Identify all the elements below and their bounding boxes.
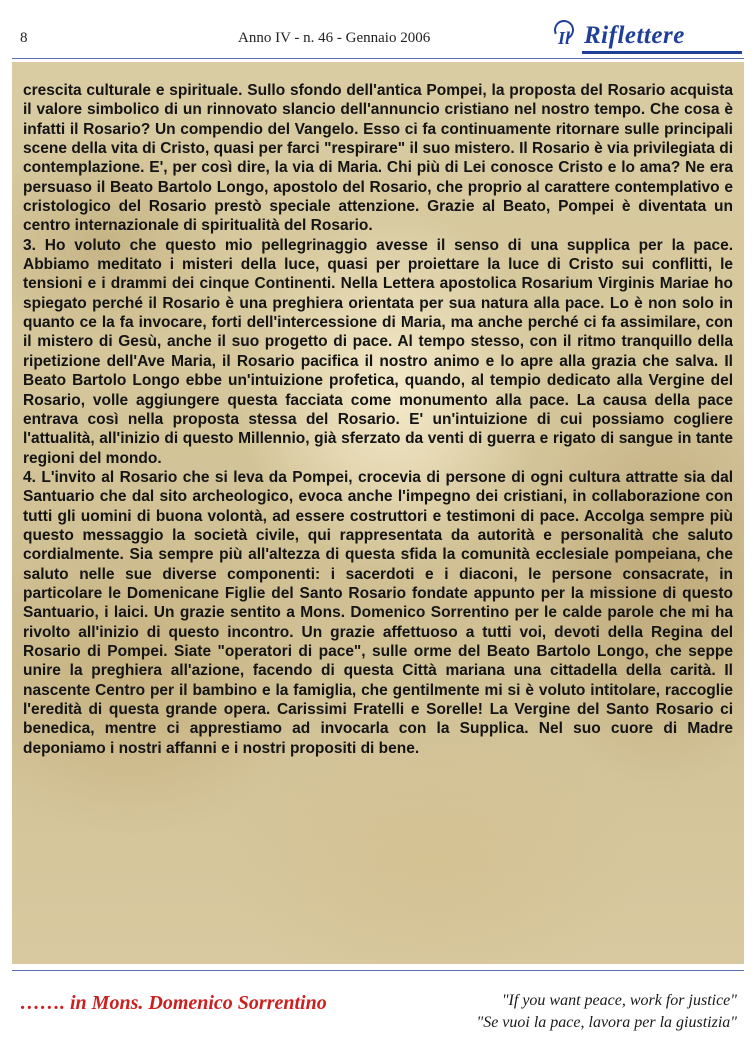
page-number: 8 <box>20 30 28 46</box>
article-paragraph: 4. L'invito al Rosario che si leva da Pompei, crocevia di persone di ogni cultura attratte sia dal Santuario che dal sito archeologico, evoca anche l'impegno dei cristiani, in collaborazione con tutti gli uomini di buona volontà, ad essere costruttori e testimoni di pace. Accolga sempre più questo messaggio la società civile, qui rappresentata da autorità e personalità che saluto cordialmente. Sia sempre più all'altezza di questa sfida la comunità ecclesiale pompeiana, che saluto nelle sue diverse componenti: i sacerdoti e i diaconi, le persone consacrate, in particolare le Domenicane Figlie del Santo Rosario fondate appunto per la missione di questo Santuario, i laici. Un grazie sentito a Mons. Domenico Sorrentino per le calde parole che mi ha rivolto all'inizio di questo incontro. Un grazie affettuoso a tutti voi, devoti della Regina del Rosario di Pompei. Siate "operatori di pace", sulle orme del Beato Bartolo Longo, che seppe unire la preghiera all'azione, facendo di questa Città mariana una cittadella della carità. Il nascente Centro per il bambino e la famiglia, che gentilmente mi si è voluto intitolare, raccoglie l'eredità di questa grande opera. Carissimi Fratelli e Sorelle! La Vergine del Santo Rosario ci benedica, mentre ci apprestiamo ad invocarla con la Supplica. Nel suo cuore di Madre deponiamo i nostri affanni e i nostri propositi di bene. <box>23 468 733 757</box>
masthead-underline <box>582 51 742 54</box>
footer-signature: ……. in Mons. Domenico Sorrentino <box>20 992 327 1014</box>
footer-quote <box>476 990 737 1034</box>
article-body <box>23 81 733 758</box>
masthead-logo <box>552 18 744 52</box>
article-paragraph: 3. Ho voluto che questo mio pellegrinaggio avesse il senso di una supplica per la pace. Abbiamo meditato i misteri della luce, quasi per proiettare la luce di Cristo sui conflitti, le tensioni e i drammi dei cinque Continenti. Nella Lettera apostolica Rosarium Virginis Mariae ho spiegato perché il Rosario è una preghiera orientata per sua natura alla pace. Lo è non solo in quanto ce la fa invocare, forti dell'intercessione di Maria, ma anche perché ci fa assimilare, con il mistero di Gesù, anche il suo progetto di pace. Al tempo stesso, con il ritmo tranquillo della ripetizione dell'Ave Maria, il Rosario pacifica il nostro animo e lo apre alla grazia che salva. Il Beato Bartolo Longo ebbe un'intuizione profetica, quando, al tempio dedicato alla Vergine del Rosario, volle aggiungere questa facciata come monumento alla pace. La causa della pace entrava così nella proposta stessa del Rosario. E' un'intuizione di cui possiamo cogliere l'attualità, all'inizio di questo Millennio, già sferzato da venti di guerra e rigato di sangue in tante regioni del mondo. <box>23 236 733 467</box>
footer-quote-english: "If you want peace, work for justice" <box>501 992 737 1009</box>
article-paragraph: crescita culturale e spirituale. Sullo sfondo dell'antica Pompei, la proposta del Rosario acquista il valore simbolico di un rinnovato slancio dell'annuncio cristiano nel nostro tempo. Che cosa è infatti il Rosario? Un compendio del Vangelo. Esso ci fa continuamente ritornare sulle principali scene della vita di Cristo, quasi per farci "respirare" il suo mistero. Il Rosario è via privilegiata di contemplazione. E', per così dire, la via di Maria. Chi più di Lei conosce Cristo e lo ama? Ne era persuaso il Beato Bartolo Longo, apostolo del Rosario, che proprio al carattere contemplativo e cristologico del Rosario prestò speciale attenzione. Grazie al Beato, Pompei è diventata un centro internazionale di spiritualità del Rosario. <box>23 82 733 235</box>
footer-quote-italian: "Se vuoi la pace, lavora per la giustizia" <box>476 1014 737 1031</box>
header-divider <box>12 58 744 59</box>
masthead-title: Riflettere <box>584 22 685 49</box>
footer-divider <box>12 970 744 971</box>
issue-info: Anno IV - n. 46 - Gennaio 2006 <box>238 30 431 46</box>
masthead-article: Il <box>558 28 571 48</box>
article-panel <box>12 62 744 964</box>
